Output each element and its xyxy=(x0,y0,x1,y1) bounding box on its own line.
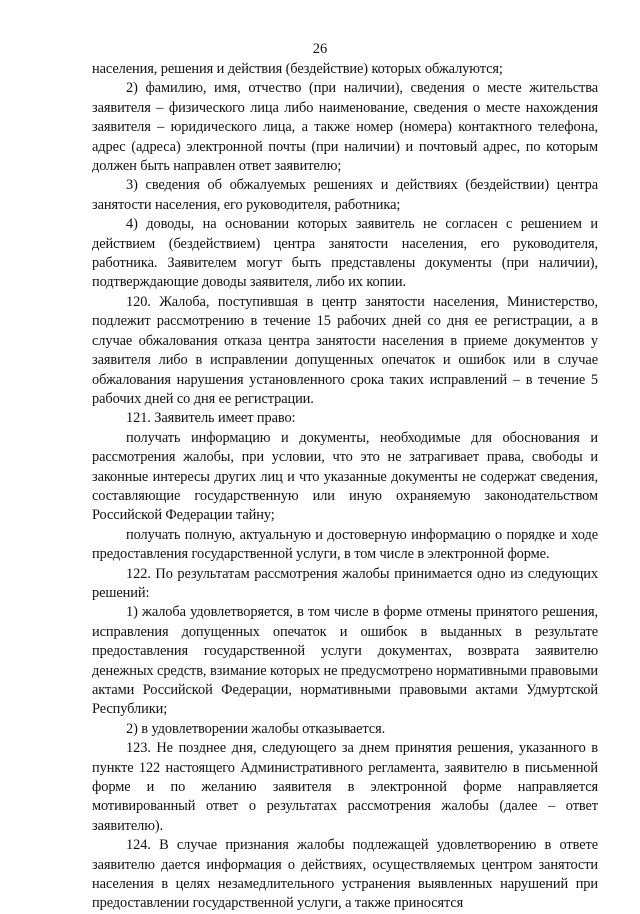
paragraph-item-3: 3) сведения об обжалуемых решениях и действиях (бездействии) центра занятости населения, его руководителя, работника; xyxy=(92,177,598,213)
document-body xyxy=(92,60,598,914)
paragraph-121-right-2: получать полную, актуальную и достоверную информацию о порядке и ходе предоставления государственной услуги, в том числе в электронной форме. xyxy=(92,526,598,563)
paragraph-121: 121. Заявитель имеет право: xyxy=(126,410,296,427)
paragraph-120: 120. Жалоба, поступившая в центр занятости населения, Министерство, подлежит рассмотрению в течение 15 рабочих дней со дня ее регистрации, а в случае обжалования отказа центра занятости населения в приеме документов у заявителя либо в исправлении допущенных опечаток и ошибок или в случае обжалования нарушения установленного срока таких исправлений – в течение 5 рабочих дней со дня ее регистрации. xyxy=(92,293,598,407)
paragraph-item-4: 4) доводы, на основании которых заявитель не согласен с решением и действием (бездействием) центра занятости населения, его руководителя, работника. Заявителем могут быть представлены документы (при наличии), подтверждающие доводы заявителя, либо их копии. xyxy=(92,216,598,291)
page-number: 26 xyxy=(312,41,328,57)
paragraph-122-decision-1: 1) жалоба удовлетворяется, в том числе в форме отмены принятого решения, исправления допущенных опечаток и ошибок в выданных в результате предоставления государственной услуги документах, возврата заявителю денежных средств, взимание которых не предусмотрено нормативными правовыми актами Российской Федерации, нормативными правовыми актами Удмуртской Республики; xyxy=(92,604,598,718)
paragraph-122-decision-2: 2) в удовлетворении жалобы отказывается. xyxy=(126,720,386,737)
paragraph-122: 122. По результатам рассмотрения жалобы принимается одно из следующих решений: xyxy=(92,565,598,601)
paragraph-121-right-1: получать информацию и документы, необходимые для обоснования и рассмотрения жалобы, при условии, что это не затрагивает права, свободы и законные интересы других лиц и что указанные документы не содержат сведения, составляющие государственную или иную охраняемую законодательством Российской Федерации тайну; xyxy=(92,429,598,524)
paragraph-124: 124. В случае признания жалобы подлежащей удовлетворению в ответе заявителю дается информация о действиях, осуществляемых центром занятости населения в целях незамедлительного устранения выявленных нарушений при предоставлении государственной услуги, а также приносятся xyxy=(92,837,598,912)
paragraph-item-2: 2) фамилию, имя, отчество (при наличии), сведения о месте жительства заявителя – физического лица либо наименование, сведения о месте нахождения заявителя – юридического лица, а также номер (номера) контактного телефона, адрес (адреса) электронной почты (при наличии) и почтовый адрес, по которым должен быть направлен ответ заявителю; xyxy=(92,80,598,175)
paragraph-continuation: населения, решения и действия (бездействие) которых обжалуются; xyxy=(92,61,503,77)
paragraph-123: 123. Не позднее дня, следующего за днем принятия решения, указанного в пункте 122 настоящего Административного регламента, заявителю в письменной форме и по желанию заявителя в электронной форме направляется мотивированный ответ о результатах рассмотрения жалобы (далее – ответ заявителю). xyxy=(92,740,598,834)
